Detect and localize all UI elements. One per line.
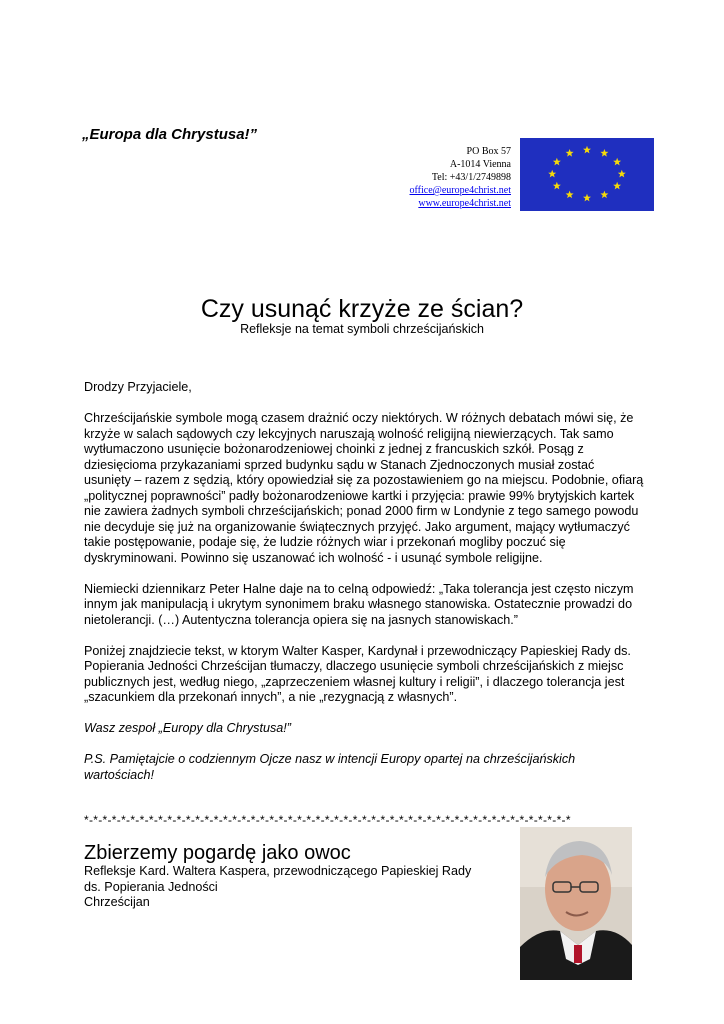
phone: Tel: +43/1/2749898 <box>431 172 511 183</box>
po-box: PO Box 57 <box>466 146 511 157</box>
signature: Wasz zespoł „Europy dla Chrystusa!” <box>84 721 291 735</box>
page-subtitle: Refleksje na temat symboli chrześcijańskich <box>240 322 484 336</box>
page-title: Czy usunąć krzyże ze ścian? <box>200 295 524 323</box>
website-link[interactable]: www.europe4christ.net <box>418 198 511 209</box>
separator-line: *-*-*-*-*-*-*-*-*-*-*-*-*-*-*-*-*-*-*-*-*-*-*-*-*-*-*-*-*-*-*-*-*-*-*-*-*-*-*-*-*-*-*-*-*-*-*-*-*-*-*-*-* <box>84 813 571 827</box>
section-heading: Zbierzemy pogardę jako owoc <box>84 842 351 864</box>
organization-name: „Europa dla Chrystusa!” <box>82 126 258 143</box>
eu-flag-image <box>520 138 654 211</box>
greeting: Drodzy Przyjaciele, <box>84 380 192 394</box>
cardinal-portrait-photo <box>520 827 632 980</box>
byline-line-2: ds. Popierania Jedności <box>84 879 218 894</box>
city: A-1014 Vienna <box>449 159 511 170</box>
contact-address <box>410 145 511 210</box>
section-byline <box>84 864 504 911</box>
postscript: P.S. Pamiętajcie o codziennym Ojcze nasz w intencji Europy opartej na chrześcijańskich wartościach! <box>84 752 576 782</box>
paragraph-1: Chrześcijańskie symbole mogą czasem drażnić oczy niektórych. W różnych debatach mówi się, że krzyże w salach sądowych czy lekcyjnych naruszają wolność religijną niewierzących. Tak samo wytłumaczono usunięcie bożonarodzeniowej choinki z jednej z francuskich szkół. Posąg z dziesięcioma przykazaniami sprzed budynku sądu w Stanach Zjednoczonych musiał zostać usunięty – razem z sędzią, który opowiedział się za pozostawieniem go na miejscu. Podobnie, ofiarą „politycznej poprawności” padły bożonarodzeniowe kartki i przyjęcia: prawie 99% brytyjskich kartek nie zawiera żadnych symboli chrześcijańskich; ponad 2000 firm w Londynie z tego samego powodu nie decyduje się już na organizowanie świątecznych przyjęć. Jako argument, mający wytłumaczyć takie postępowanie, podaje się, że ludzie różnych wiar i przekonań mogliby poczuć się dyskryminowani. Powinno się uszanować ich wolność - i usunąć symbole religijne. <box>84 411 644 565</box>
byline-line-1: Refleksje Kard. Waltera Kaspera, przewodniczącego Papieskiej Rady <box>84 864 472 878</box>
paragraph-3: Poniżej znajdziecie tekst, w ktorym Walter Kasper, Kardynał i przewodniczący Papieskiej Rady ds. Popierania Jedności Chrześcijan tłumaczy, dlaczego usunięcie symboli chrześcijańskich z miejsc publicznych jest, według niego, „zaprzeczeniem własnej kultury i religii”, i dlaczego tolerancja jest „szacunkiem dla przekonań innych”, a nie „rezygnacją z własnych”. <box>84 643 631 704</box>
letter-body <box>84 380 644 799</box>
byline-line-3: Chrześcijan <box>84 895 150 909</box>
paragraph-2: Niemiecki dziennikarz Peter Halne daje na to celną odpowiedź: „Taka tolerancja jest często niczym innym jak manipulacją i ukrytym synonimem braku własnego stanowiska. Ostatecznie prowadzi do nietolerancji. (…) Autentyczna tolerancja opiera się na jasnych stanowiskach.” <box>84 581 634 627</box>
email-link[interactable]: office@europe4christ.net <box>409 185 511 196</box>
